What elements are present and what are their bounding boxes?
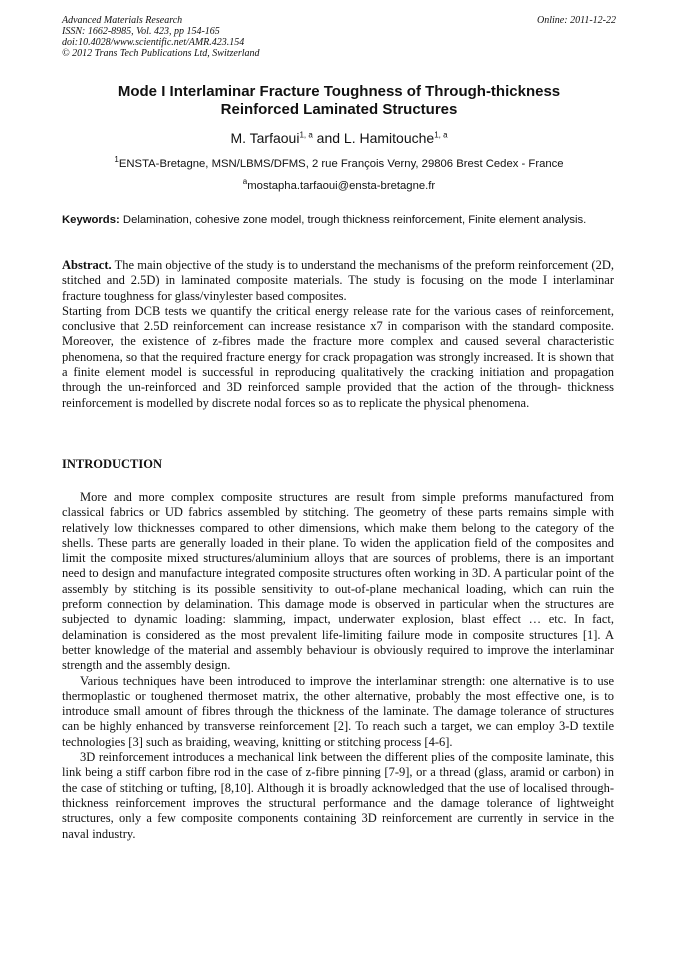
affiliation (62, 157, 616, 171)
journal-doi[interactable]: doi:10.4028/www.scientific.net/AMR.423.154 (62, 37, 245, 48)
author-connector: and (312, 130, 344, 146)
affiliation-mark: 1 (114, 155, 119, 165)
journal-info (62, 15, 422, 59)
email-mark: a (242, 177, 248, 187)
author-list (62, 130, 616, 146)
abstract-paragraph: Starting from DCB tests we quantify the critical energy release rate for the various cases of reinforcement, conclusive that 2.5D reinforcement can increase resistance x7 in comparison with the standard composite. Moreover, the existence of z-fibres made the fracture more complex and caused several characteristic phenomena, so that the required fracture energy for crack propagation was strongly increased. It is shown that a finite element model is successful in reproducing qualitatively the cracking initiation and propagation through the un-reinforced and 3D reinforced sample provided that the action of the through- thickness reinforcement is modelled by discrete nodal forces so as to replicate the physical phenomena. (62, 303, 614, 410)
paper-title-line-1: Mode I Interlaminar Fracture Toughness of Through-thickness (117, 83, 561, 100)
introduction-paragraph: Various techniques have been introduced to improve the interlaminar strength: one alternative is to use thermoplastic or toughened thermoset matrix, the other alternative, probably the most effective one, is to introduce small amount of fibres through the thickness of the laminate. The damage tolerance of structures can be highly enhanced by transverse reinforcement [2]. To reach such a target, we can employ 3-D textile technologies [3] such as braiding, weaving, knitting or stitching process [4-6]. (62, 673, 614, 749)
author-name: L. Hamitouche (343, 130, 435, 146)
paper-title-line-2: Reinforced Laminated Structures (220, 101, 458, 118)
introduction-paragraph: More and more complex composite structures are result from simple preforms manufactured from classical fabrics or UD fabrics assembled by stitching. The geometry of these parts remains simple with relatively low thicknesses compared to other dimensions, which make them belong to the category of the shells. These parts are generally loaded in their plane. To widen the application field of the composites and limit the composite mixed structures/aluminium alloys that are sources of problems, there is an important need to design and manufacture integrated composite structures often working in 3D. A particular point of the assembly by stitching is its possible sensitivity to out-of-plane mechanical loading, which can ruin the preform connection by delamination. This damage mode is observed in particular when the structures are subjected to dynamic loading: slamming, impact, underwater explosion, blast effect … etc. In fact, delamination is considered as the most prevalent life-limiting failure mode in composite structures [1]. A better knowledge of the material and assembly behaviour is obviously required to improve the interlaminar strength and the assembly design. (62, 490, 614, 673)
section-heading-introduction: INTRODUCTION (62, 457, 163, 471)
journal-issn: ISSN: 1662-8985, Vol. 423, pp 154-165 (62, 26, 220, 37)
author-affiliation-mark: 1, a (299, 130, 313, 140)
keywords-label: Keywords: (62, 214, 120, 226)
introduction-body (62, 490, 614, 842)
abstract (62, 258, 614, 411)
online-date: Online: 2011-12-22 (537, 15, 616, 26)
contact-email (62, 179, 616, 193)
email-address[interactable]: mostapha.tarfaoui@ensta-bretagne.fr (247, 180, 436, 192)
affiliation-text: ENSTA-Bretagne, MSN/LBMS/DFMS, 2 rue François Verny, 29806 Brest Cedex - France (118, 158, 564, 170)
author-name: M. Tarfaoui (230, 130, 300, 146)
abstract-label: Abstract. (62, 258, 112, 272)
journal-copyright: © 2012 Trans Tech Publications Ltd, Switzerland (62, 48, 260, 59)
abstract-text: The main objective of the study is to understand the mechanisms of the preform reinforcement (2D, stitched and 2.5D) in laminated composite materials. The study is focusing on the mode I interlaminar fracture toughness for glass/vinylester based composites. (62, 258, 614, 303)
journal-name: Advanced Materials Research (62, 15, 183, 26)
introduction-paragraph: 3D reinforcement introduces a mechanical link between the different plies of the composite laminate, this link being a stiff carbon fibre rod in the case of z-fibre pinning [7-9], or a thread (glass, aramid or carbon) in the case of stitching or tufting, [8,10]. Although it is broadly acknowledged that the use of localised through- thickness reinforcement improves the structural performance and the damage tolerance of lightweight structures, only a few composite components containing 3D reinforcement are currently in service in the naval industry. (62, 750, 614, 841)
author-affiliation-mark: 1, a (434, 130, 448, 140)
keywords (62, 213, 614, 228)
paper-title (62, 83, 616, 119)
abstract-paragraph (62, 258, 614, 304)
keywords-text: Delamination, cohesive zone model, trough thickness reinforcement, Finite element analysis. (119, 214, 587, 226)
